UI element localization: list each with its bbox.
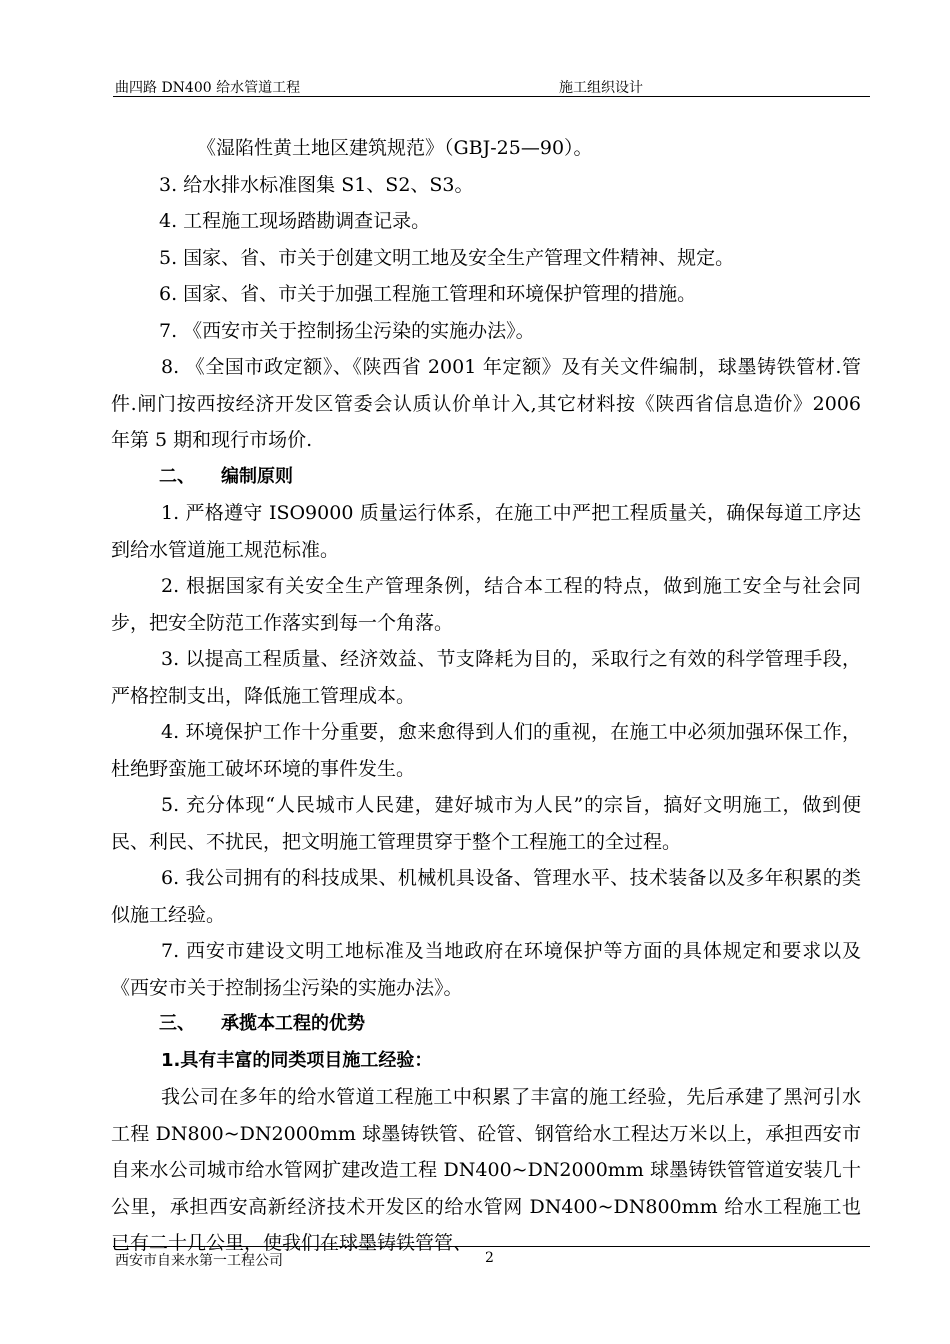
subsection-heading: 1.具有丰富的同类项目施工经验： [161,1049,433,1071]
footer-company: 西安市自来水第一工程公司 [115,1253,283,1269]
principle-item: 1. 严格遵守 ISO9000 质量运行体系，在施工中严把工程质量关，确保每道工序达到给水管道施工规范标准。 [111,502,861,561]
page-footer [113,1246,870,1269]
basis-item: 8. 《全国市政定额》、《陕西省 2001 年定额》及有关文件编制，球墨铸铁管材.管件.闸门按西按经济开发区管委会认质认价单计入,其它材料按《陕西省信息造价》2006 年第 5 期和现行市场价. [111,356,861,451]
basis-item: 6. 国家、省、市关于加强工程施工管理和环境保护管理的措施。 [159,283,697,305]
section-heading [111,1006,861,1043]
section-number: 三、 [159,1013,195,1034]
section-title: 编制原则 [221,465,293,487]
basis-item: 5. 国家、省、市关于创建文明工地及安全生产管理文件精神、规定。 [159,246,735,269]
principle-item: 6. 我公司拥有的科技成果、机械机具设备、管理水平、技术装备以及多年积累的类似施工经验。 [111,867,861,926]
principle-item: 3. 以提高工程质量、经济效益、节支降耗为目的，采取行之有效的科学管理手段，严格控制支出，降低施工管理成本。 [111,648,861,707]
principle-item: 4. 环境保护工作十分重要，愈来愈得到人们的重视，在施工中必须加强环保工作，杜绝野蛮施工破坏环境的事件发生。 [111,721,861,780]
section-heading [111,459,861,496]
experience-paragraph: 我公司在多年的给水管道工程施工中积累了丰富的施工经验，先后承建了黑河引水工程 DN800~DN2000mm 球墨铸铁管、砼管、钢管给水工程达万米以上，承担西安市自来水公司城市给水管网扩建改造工程 DN400~DN2000mm 球墨铸铁管管道安装几十公里，承担西安高新经济技术开发区的给水管网 DN400~DN800mm 给水工程施工也已有二十几公里，使我们在球墨铸铁管管、 [111,1086,861,1254]
header-document-type: 施工组织设计 [559,80,643,96]
document-body [111,130,861,1262]
principle-item: 2. 根据国家有关安全生产管理条例，结合本工程的特点，做到施工安全与社会同步，把安全防范工作落实到每一个角落。 [111,575,861,634]
reference-continuation: 《湿陷性黄土地区建筑规范》（GBJ-25—90）。 [197,137,593,159]
section-number: 二、 [159,465,195,487]
section-title: 承揽本工程的优势 [221,1013,365,1034]
basis-item: 7. 《西安市关于控制扬尘污染的实施办法》。 [159,319,535,342]
header-project-title: 曲四路 DN400 给水管道工程 [115,80,301,96]
page-header [113,76,870,97]
principle-item: 7. 西安市建设文明工地标准及当地政府在环境保护等方面的具体规定和要求以及《西安市关于控制扬尘污染的实施办法》。 [111,940,861,999]
basis-item: 3. 给水排水标准图集 S1、S2、S3。 [159,173,474,196]
page-number: 2 [485,1250,494,1266]
principle-item: 5. 充分体现“人民城市人民建，建好城市为人民”的宗旨，搞好文明施工，做到便民、利民、不扰民，把文明施工管理贯穿于整个工程施工的全过程。 [111,794,861,853]
basis-item: 4. 工程施工现场踏勘调查记录。 [159,210,431,232]
